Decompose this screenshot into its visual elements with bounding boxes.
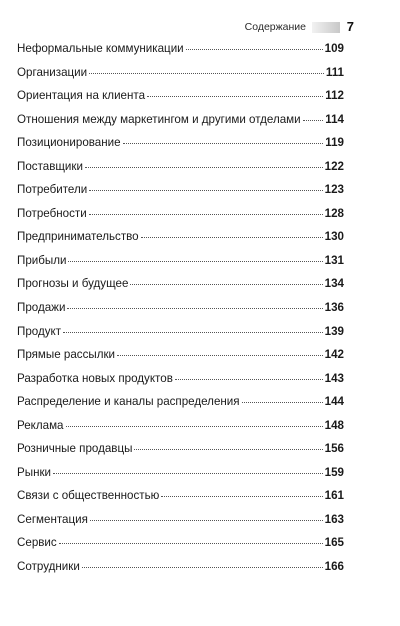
toc-dot-leader [303,119,324,121]
toc-entry-title: Прибыли [17,253,67,267]
toc-entry [17,466,344,490]
toc-entry-page: 165 [324,536,344,550]
toc-entry-title: Неформальные коммуникации [17,42,184,55]
toc-entry-page: 122 [324,159,344,173]
toc-entry [17,207,344,231]
toc-dot-leader [123,142,324,144]
toc-entry-page: 130 [324,230,344,244]
toc-dot-leader [147,95,323,97]
toc-entry [17,42,344,66]
toc-dot-leader [89,213,323,215]
toc-dot-leader [63,331,323,333]
toc-dot-leader [59,542,323,544]
toc-entry-page: 163 [324,512,344,526]
toc-entry-page: 114 [325,112,344,126]
toc-entry [17,560,344,584]
toc-entry-page: 161 [324,489,344,503]
toc-entry-page: 134 [324,277,344,291]
toc-entry [17,230,344,254]
toc-entry [17,183,344,207]
toc-dot-leader [67,307,322,309]
toc-entry [17,136,344,160]
toc-entry-title: Розничные продавцы [17,442,133,456]
toc-entry-page: 112 [325,89,344,103]
toc-dot-leader [175,378,323,380]
toc-entry-page: 159 [324,465,344,479]
toc-entry [17,348,344,372]
toc-entry-title: Связи с общественностью [17,489,160,503]
toc-entry [17,113,344,137]
header-title: Содержание [244,21,306,33]
toc-dot-leader [117,354,323,356]
toc-entry-title: Потребители [17,183,88,197]
page-header [245,18,356,36]
toc-entry [17,277,344,301]
toc-dot-leader [161,495,322,497]
toc-entry-title: Отношения между маркетингом и другими отделами [17,112,301,126]
toc-entry-title: Организации [17,65,88,79]
toc-entry-page: 131 [324,253,344,267]
toc-entry-page: 136 [324,301,344,315]
toc-entry-title: Позиционирование [17,136,121,150]
toc-entry-title: Сотрудники [17,560,80,574]
toc-entry-title: Реклама [17,418,64,432]
toc-entry-page: 148 [324,418,344,432]
toc-entry [17,325,344,349]
toc-entry [17,160,344,184]
toc-dot-leader [186,48,323,50]
toc-entry [17,513,344,537]
page-number-box [312,18,356,36]
toc-entry [17,66,344,90]
toc-entry-title: Предпринимательство [17,230,139,244]
toc-entry-title: Продажи [17,301,66,315]
toc-entry-title: Сегментация [17,512,88,526]
toc-entry-title: Потребности [17,206,87,220]
toc-dot-leader [68,260,322,262]
toc-entry-page: 156 [324,442,344,456]
toc-dot-leader [242,401,323,403]
toc-dot-leader [134,448,322,450]
toc-entry-title: Разработка новых продуктов [17,371,173,385]
toc-entry-page: 143 [324,371,344,385]
toc-entry [17,489,344,513]
table-of-contents [17,42,344,584]
toc-entry [17,89,344,113]
toc-entry-title: Прогнозы и будущее [17,277,129,291]
toc-entry-page: 142 [324,348,344,362]
toc-dot-leader [89,72,324,74]
toc-entry [17,254,344,278]
toc-entry-title: Сервис [17,536,57,550]
toc-entry-page: 119 [325,136,344,150]
toc-dot-leader [89,189,322,191]
toc-entry-page: 128 [324,206,344,220]
toc-entry [17,536,344,560]
toc-entry [17,395,344,419]
toc-dot-leader [130,283,322,285]
toc-entry-title: Рынки [17,465,52,479]
toc-dot-leader [141,236,323,238]
page-number: 7 [346,19,354,34]
toc-entry-title: Продукт [17,324,62,338]
toc-entry-title: Распределение и каналы распределения [17,395,240,409]
toc-entry-page: 144 [324,395,344,409]
toc-dot-leader [85,166,323,168]
toc-entry-page: 166 [324,560,344,574]
toc-entry-title: Прямые рассылки [17,348,116,362]
toc-dot-leader [90,519,323,521]
toc-entry [17,419,344,443]
toc-entry-title: Ориентация на клиента [17,89,146,103]
page-number-band [312,22,340,33]
toc-dot-leader [66,425,323,427]
toc-entry-page: 109 [324,42,344,55]
toc-entry-page: 139 [324,324,344,338]
toc-entry [17,301,344,325]
toc-entry [17,372,344,396]
toc-dot-leader [53,472,323,474]
toc-entry-page: 123 [324,183,344,197]
toc-entry-title: Поставщики [17,159,83,173]
toc-entry-page: 111 [325,65,344,79]
toc-dot-leader [82,566,323,568]
toc-entry [17,442,344,466]
